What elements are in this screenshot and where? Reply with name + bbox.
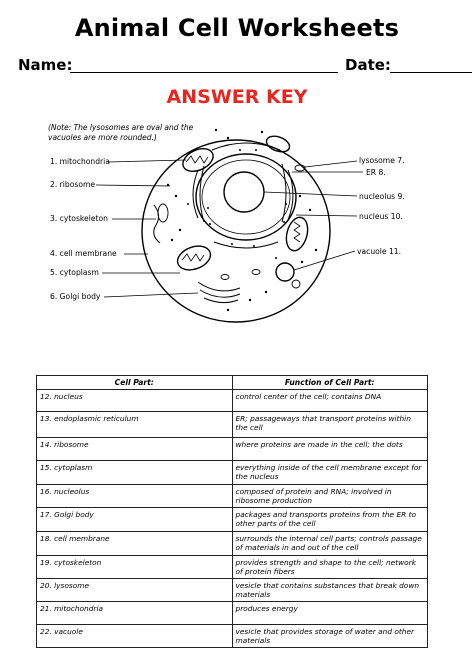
date-label: Date: bbox=[345, 56, 391, 74]
left-leader-lines bbox=[96, 160, 198, 297]
cell-part-name: 16. nucleolus bbox=[37, 485, 233, 508]
label-mitochondria: 1. mitochondria bbox=[50, 157, 110, 166]
table-row bbox=[37, 602, 428, 625]
label-cell-membrane: 4. cell membrane bbox=[50, 249, 117, 258]
table-row bbox=[37, 508, 428, 532]
table-row bbox=[37, 438, 428, 461]
cell-part-function: provides strength and shape to the cell; network of protein fibers bbox=[232, 556, 428, 579]
cell-part-name: 13. endoplasmic reticulum bbox=[37, 412, 233, 438]
right-leader-lines bbox=[264, 161, 363, 270]
nucleus-shape bbox=[196, 154, 296, 240]
header-function: Function of Cell Part: bbox=[232, 376, 428, 390]
table-row bbox=[37, 390, 428, 412]
table-row bbox=[37, 579, 428, 602]
golgi-body-shape bbox=[198, 282, 240, 303]
er-shape bbox=[193, 143, 293, 248]
label-golgi-body: 6. Golgi body bbox=[50, 292, 101, 301]
cell-parts-table bbox=[36, 375, 428, 648]
table-row bbox=[37, 412, 428, 438]
cell-part-name: 21. mitochondria bbox=[37, 602, 233, 625]
label-er: ER 8. bbox=[366, 168, 386, 177]
cell-part-name: 14. ribosome bbox=[37, 438, 233, 461]
cell-part-name: 18. cell membrane bbox=[37, 532, 233, 556]
header-cell-part: Cell Part: bbox=[37, 376, 233, 390]
cell-part-function: packages and transports proteins from the ER to other parts of the cell bbox=[232, 508, 428, 532]
cell-part-function: produces energy bbox=[232, 602, 428, 625]
label-nucleus: nucleus 10. bbox=[359, 212, 403, 221]
cell-part-name: 22. vacuole bbox=[37, 625, 233, 648]
table-header-row bbox=[37, 376, 428, 390]
cell-membrane-shape bbox=[142, 140, 330, 322]
label-cytoskeleton: 3. cytoskeleton bbox=[50, 214, 108, 223]
cell-part-name: 12. nucleus bbox=[37, 390, 233, 412]
cell-part-name: 15. cytoplasm bbox=[37, 461, 233, 485]
vacuole-shape bbox=[276, 263, 294, 281]
diagram-note: (Note: The lysosomes are oval and the vacuoles are more rounded.) bbox=[48, 123, 194, 142]
label-cytoplasm: 5. cytoplasm bbox=[50, 268, 99, 277]
cell-part-function: control center of the cell; contains DNA bbox=[232, 390, 428, 412]
table-row bbox=[37, 532, 428, 556]
cell-part-function: vesicle that provides storage of water and other materials bbox=[232, 625, 428, 648]
cell-part-name: 17. Golgi body bbox=[37, 508, 233, 532]
table-row bbox=[37, 485, 428, 508]
cell-part-function: composed of protein and RNA; involved in ribosome production bbox=[232, 485, 428, 508]
label-ribosome: 2. ribosome bbox=[50, 180, 96, 189]
cell-part-function: vesicle that contains substances that break down materials bbox=[232, 579, 428, 602]
name-label: Name: bbox=[18, 56, 73, 74]
cell-part-function: ER; passageways that transport proteins within the cell bbox=[232, 412, 428, 438]
cell-part-function: where proteins are made in the cell; the dots bbox=[232, 438, 428, 461]
table-row bbox=[37, 625, 428, 648]
cell-part-function: everything inside of the cell membrane except for the nucleus bbox=[232, 461, 428, 485]
label-vacuole: vacuole 11. bbox=[357, 247, 402, 256]
table-row bbox=[37, 556, 428, 579]
answer-key-heading: ANSWER KEY bbox=[166, 86, 308, 108]
cell-part-name: 19. cytoskeleton bbox=[37, 556, 233, 579]
label-nucleolus: nucleolus 9. bbox=[359, 192, 405, 201]
worksheet-title: Animal Cell Worksheets bbox=[74, 14, 400, 42]
label-lysosome: lysosome 7. bbox=[359, 156, 405, 165]
cell-part-function: surrounds the internal cell parts; controls passage of materials in and out of the cell bbox=[232, 532, 428, 556]
nucleolus-shape bbox=[224, 172, 264, 212]
table-row bbox=[37, 461, 428, 485]
cell-part-name: 20. lysosome bbox=[37, 579, 233, 602]
cytoskeleton-shape bbox=[154, 205, 160, 243]
